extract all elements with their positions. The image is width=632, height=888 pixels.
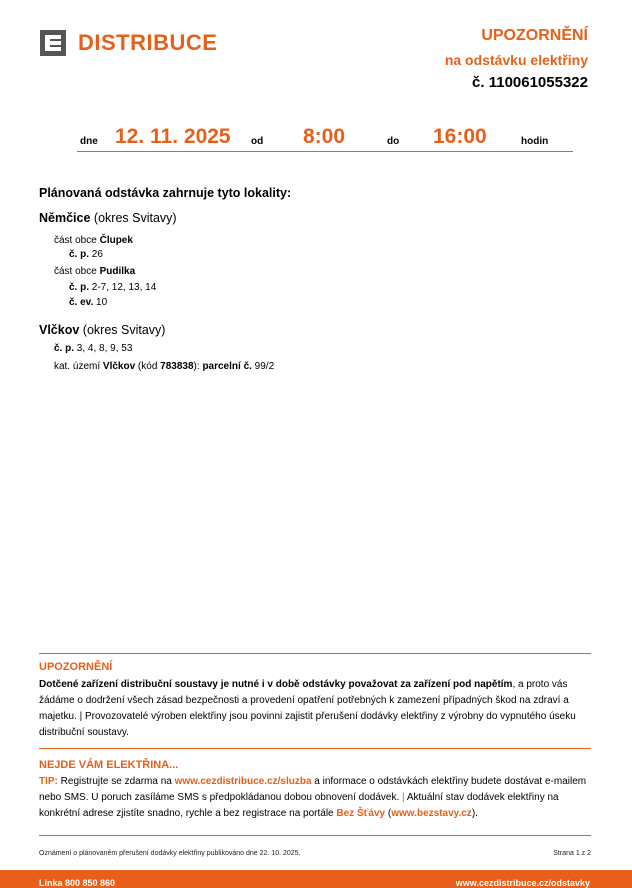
town-district: (okres Svitavy) <box>90 211 177 225</box>
logo-brand: DISTRIBUCE <box>78 30 218 55</box>
notice-number: č. 110061055322 <box>472 74 588 91</box>
warning-text: Dotčené zařízení distribuční soustavy je nutné i v době odstávky považovat za zařízení pod napětím, a proto vás žádáme o dodržení všech zásad bezpečnosti a provedení opatření potřebných k zamezení případných škod na zdraví a majetku. | Provozovatelé výroben elektřiny jsou povinni zajistit přerušení dodávky elektřiny z výrobny do vypnutého úseku distribuční soustavy. <box>39 679 576 738</box>
header-title: UPOZORNĚNÍ <box>481 27 588 44</box>
part-pudilka: část obce Pudilka <box>54 266 136 277</box>
day-label: dne <box>80 136 98 147</box>
to-label: do <box>387 136 400 147</box>
hours-label: hodin <box>521 136 549 147</box>
part-clupek-cp: č. p. 26 <box>69 249 103 260</box>
page-number: Strana 1 z 2 <box>553 850 591 857</box>
cez-logo-icon <box>40 30 66 56</box>
locations-title: Plánovaná odstávka zahrnuje tyto lokality: <box>39 186 292 200</box>
divider <box>39 653 591 654</box>
part-clupek: část obce Člupek <box>54 235 133 246</box>
outage-date: 12. 11. 2025 <box>115 125 231 148</box>
vlckov-cadastral: kat. území Vlčkov (kód 783838): parcelní č. 99/2 <box>54 361 275 372</box>
outages-url[interactable]: www.cezdistribuce.cz/odstavky <box>455 878 590 888</box>
town-vlckov <box>39 323 165 337</box>
divider <box>39 748 591 749</box>
published-note: Oznámení o plánovaném přerušení dodávky elektřiny publikováno dne 22. 10. 2025. <box>39 850 301 857</box>
part-pudilka-ev: č. ev. 10 <box>69 297 108 308</box>
town-nemcice <box>39 211 177 225</box>
registration-link[interactable]: www.cezdistribuce.cz/sluzba <box>174 776 312 787</box>
vlckov-cp: č. p. 3, 4, 8, 9, 53 <box>54 343 133 354</box>
from-time: 8:00 <box>303 125 346 148</box>
bezstavy-link[interactable]: www.bezstavy.cz <box>391 808 472 819</box>
divider <box>39 835 591 836</box>
town-district: (okres Svitavy) <box>79 323 166 337</box>
from-label: od <box>251 136 264 147</box>
warning-title: UPOZORNĚNÍ <box>39 661 113 673</box>
hotline: Linka 800 850 860 <box>39 878 116 888</box>
to-time: 16:00 <box>433 125 487 148</box>
tip-title: NEJDE VÁM ELEKTŘINA... <box>39 759 179 771</box>
logo <box>40 30 217 56</box>
header-subtitle: na odstávku elektřiny <box>444 52 588 68</box>
bottom-bar <box>0 870 632 888</box>
town-name: Vlčkov <box>39 323 80 337</box>
town-name: Němčice <box>39 211 91 225</box>
tip-text: TIP: Registrujte se zdarma na www.cezdistribuce.cz/sluzba a informace o odstávkách elektřiny budete dostávat e-mailem nebo SMS. U poruch zasíláme SMS s předpokládanou dobou obnovení dodávek. | Aktuální stav dodávek elektřiny na konkrétní adrese zjistíte snadno, rychle a bez registrace na portále Bez Šťávy (www.bezstavy.cz). <box>39 776 587 819</box>
outage-date-line <box>77 125 573 152</box>
part-pudilka-cp: č. p. 2-7, 12, 13, 14 <box>69 282 157 293</box>
